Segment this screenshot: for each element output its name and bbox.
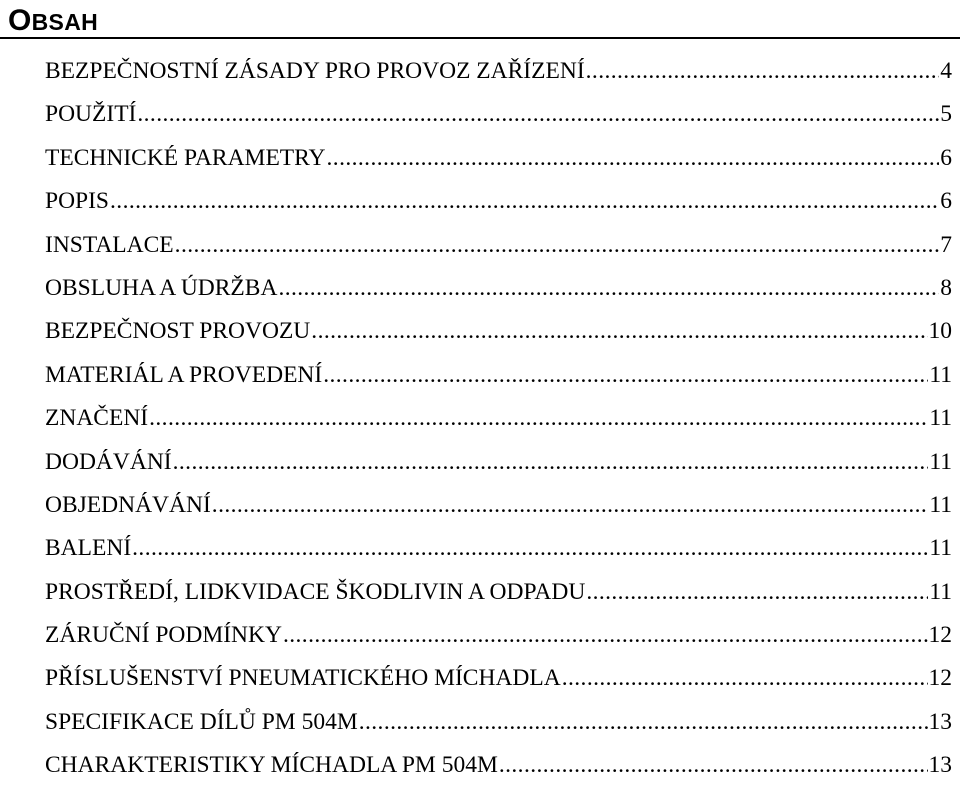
- toc-entry[interactable]: [45, 614, 952, 657]
- toc-entry-page-number: 13: [928, 752, 952, 779]
- toc-entry-page-number: 12: [928, 622, 952, 649]
- toc-entry-page-number: 6: [940, 144, 952, 171]
- table-of-contents: [45, 50, 952, 787]
- toc-entry-title: BALENÍ: [45, 535, 132, 562]
- toc-entry-title: BEZPEČNOSTNÍ ZÁSADY PRO PROVOZ ZAŘÍZENÍ: [45, 58, 585, 84]
- toc-entry[interactable]: [45, 701, 952, 744]
- toc-entry[interactable]: [45, 571, 952, 614]
- toc-entry-title: PROSTŘEDÍ, LIDKVIDACE ŠKODLIVIN A ODPADU: [45, 578, 586, 605]
- toc-entry-title: INSTALACE: [45, 231, 174, 258]
- toc-entry[interactable]: [45, 310, 952, 353]
- toc-entry-title: POUŽITÍ: [45, 101, 137, 128]
- toc-dot-leader: [586, 571, 928, 614]
- toc-dot-leader: [175, 224, 940, 267]
- toc-entry-title: PŘÍSLUŠENSTVÍ PNEUMATICKÉHO MÍCHADLA: [45, 665, 561, 692]
- toc-entry-page-number: 13: [928, 708, 952, 735]
- toc-heading-rest: BSAH: [31, 9, 99, 35]
- toc-entry-page-number: 6: [940, 188, 952, 215]
- toc-entry[interactable]: [45, 441, 952, 484]
- toc-entry-page-number: 11: [929, 361, 952, 388]
- toc-entry-title: POPIS: [45, 188, 110, 215]
- toc-entry-page-number: 11: [929, 578, 952, 605]
- toc-entry[interactable]: [45, 267, 952, 310]
- toc-entry[interactable]: [45, 180, 952, 223]
- toc-dot-leader: [132, 527, 928, 570]
- toc-entry[interactable]: [45, 657, 952, 700]
- toc-entry[interactable]: [45, 484, 952, 527]
- toc-dot-leader: [327, 137, 940, 180]
- toc-dot-leader: [278, 267, 939, 310]
- toc-entry-page-number: 5: [940, 101, 952, 128]
- toc-dot-leader: [499, 744, 928, 787]
- toc-dot-leader: [212, 484, 929, 527]
- toc-entry-title: ZÁRUČNÍ PODMÍNKY: [45, 622, 282, 649]
- toc-entry-page-number: 12: [928, 665, 952, 692]
- toc-entry[interactable]: [45, 527, 952, 570]
- toc-dot-leader: [311, 310, 927, 353]
- toc-heading-initial: O: [8, 4, 32, 37]
- toc-entry-page-number: 7: [940, 231, 952, 258]
- toc-entry-title: DODÁVÁNÍ: [45, 448, 172, 475]
- toc-entry-page-number: 11: [929, 535, 952, 562]
- toc-dot-leader: [137, 93, 939, 136]
- heading-underline: [0, 37, 960, 39]
- toc-dot-leader: [323, 354, 928, 397]
- toc-dot-leader: [149, 397, 928, 440]
- toc-entry-page-number: 11: [929, 491, 952, 518]
- toc-dot-leader: [110, 180, 939, 223]
- toc-entry[interactable]: [45, 354, 952, 397]
- toc-dot-leader: [359, 701, 928, 744]
- toc-entry-title: TECHNICKÉ PARAMETRY: [45, 144, 326, 171]
- toc-dot-leader: [562, 657, 928, 700]
- toc-entry-page-number: 4: [940, 58, 952, 84]
- toc-entry-title: OBJEDNÁVÁNÍ: [45, 491, 211, 518]
- toc-dot-leader: [586, 50, 940, 93]
- toc-entry[interactable]: [45, 93, 952, 136]
- toc-entry-title: MATERIÁL A PROVEDENÍ: [45, 361, 323, 388]
- toc-entry[interactable]: [45, 50, 952, 93]
- toc-entry[interactable]: [45, 224, 952, 267]
- toc-entry-page-number: 10: [928, 318, 952, 345]
- toc-entry[interactable]: [45, 744, 952, 787]
- toc-entry-title: OBSLUHA A ÚDRŽBA: [45, 274, 278, 301]
- toc-entry-title: ZNAČENÍ: [45, 405, 149, 432]
- toc-entry-page-number: 11: [929, 405, 952, 432]
- toc-entry-title: CHARAKTERISTIKY MÍCHADLA PM 504M: [45, 752, 498, 779]
- toc-heading: [8, 4, 98, 39]
- toc-entry-page-number: 8: [940, 274, 952, 301]
- toc-entry-page-number: 11: [929, 448, 952, 475]
- toc-entry[interactable]: [45, 397, 952, 440]
- toc-dot-leader: [173, 441, 929, 484]
- toc-dot-leader: [283, 614, 928, 657]
- toc-entry-title: BEZPEČNOST PROVOZU: [45, 318, 311, 345]
- toc-entry[interactable]: [45, 137, 952, 180]
- toc-entry-title: SPECIFIKACE DÍLŮ PM 504M: [45, 708, 358, 735]
